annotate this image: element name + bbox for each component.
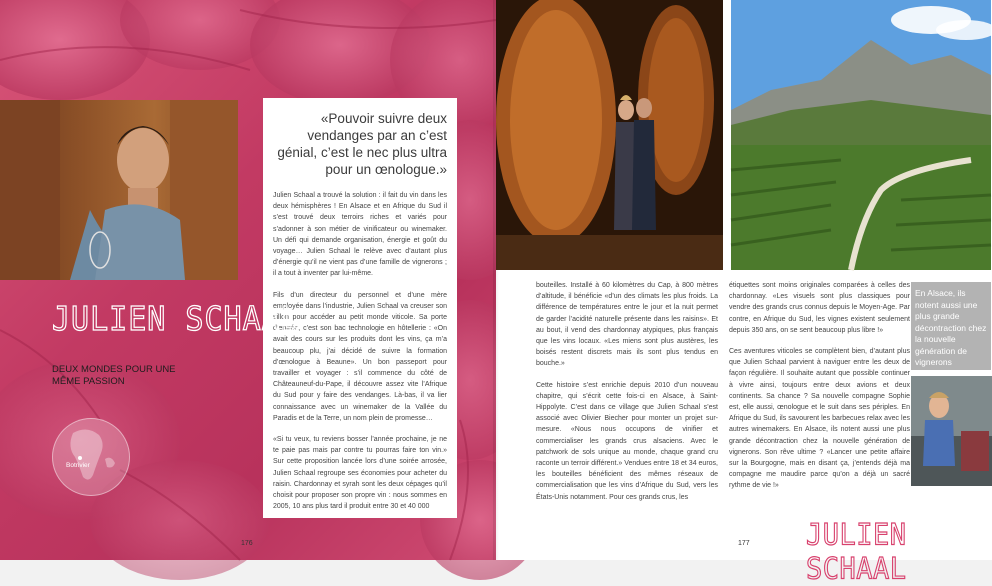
- paragraph-intro: Julien Schaal a trouvé la solution : il fait du vin dans les deux hémisphères ! En Alsace et en Afrique du Sud il s’est trouvé deux terroirs riches et variés pour s’adonner à son métier de vinificateur ou winemaker. Un défi qui demande organisation, énergie et goût du voyage… Julien Schaal le relève avec d’autant plus d’énergie qu’il ne vient pas d’une famille de vignerons ; il a tout à inventer par lui-même.: [273, 192, 447, 278]
- sidebar-quote-box: [911, 282, 991, 370]
- paragraph-labels: étiquettes sont moins originales comparées à celles des chardonnay. «Les visuels sont plus classiques pour vendre des grands crus connus depuis le Moyen-Age. Par contre, en Afrique du Sud, les vignes existent seulement depuis 350 ans, on se sent beaucoup plus libre !»: [729, 282, 910, 334]
- left-page: [0, 0, 496, 560]
- pull-quote: «Pouvoir suivre deux vendanges par an c’est génial, c’est le nec plus ultra pour un œnologue.»: [277, 111, 447, 177]
- page-number-right: 177: [738, 540, 750, 547]
- vineyard-mountain-photo: [731, 0, 991, 270]
- text-column-1: [536, 280, 718, 513]
- right-page: [496, 0, 992, 586]
- name-heading-right: JULIEN SCHAAL: [806, 517, 907, 586]
- page-number-left: 176: [241, 540, 253, 547]
- location-dot-icon: [78, 456, 82, 460]
- sidebar-quote-text: En Alsace, ils notent aussi une plus grande décontraction chez la nouvelle génération de vignerons: [915, 288, 987, 367]
- text-column-2: [729, 280, 910, 502]
- page-gutter-shadow: [493, 0, 499, 560]
- child-harvest-photo: [911, 376, 992, 486]
- article-subtitle: DEUX MONDES POUR UNE MÊME PASSION: [52, 364, 176, 387]
- paragraph-proposal: «Si tu veux, tu reviens bosser l’année prochaine, je ne te paie pas mais par contre tu pourras faire ton vin.» Sur cette proposition lancée lors d’une soirée arrosée, Julien Schaal regroupe ses économies pour acheter du raisin. Chardonnay et syrah sont les deux cépages qu’il choisit pour proposer son propre vin : nous sommes en 2005, 10 ans plus tard il produit entre 30 et 40 000: [273, 436, 447, 511]
- paragraph-adventures: Ces aventures viticoles se complètent bien, d’autant plus que Julien Schaal parvient à naviguer entre les deux de façon régulière. Il souhaite autant que possible continuer à vivre ainsi, toujours entre deux avions et deux continents. Sa chance ? Sa nouvelle compagne Sophie est, elle aussi, œnologue et le suit dans ses périples. En Afrique du Sud, ils savourent les barbecues relax avec les autres winemakers. En Alsace, ils notent aussi une plus grande décontraction chez la nouvelle génération de vignerons. Son rêve ultime ? «Lancer une petite affaire sur la Bourgogne, mais en disant ça, j’entends déjà ma compagne me maudire parce qu’on a déjà un sacré rythme de vie !»: [729, 348, 910, 490]
- name-heading-left: JULIEN SCHAAL: [52, 300, 300, 339]
- map-location-label: Botrivier: [66, 462, 90, 469]
- cellar-couple-photo: [496, 0, 723, 270]
- paragraph-alsace: Cette histoire s’est enrichie depuis 2010 d’un nouveau chapitre, qui s’écrit cette fois-ci en Alsace, à Saint-Hippolyte. C’est dans ce village que Julien Schaal s’est associé avec Olivier Biecher pour monter un projet sur-mesure. «Nous nous occupons de vinifier et commercialiser les grands crus alsaciens. Avec le patchwork de sols unique au monde, chaque grand cru raconte un terroir différent.» Vendues entre 18 et 34 euros, les bouteilles bénéficient des mêmes réseaux de commercialisation que les vins d’Afrique du Sud, vers les États-Unis notamment. Pour ces grands crus, les: [536, 381, 718, 501]
- world-map-circle: [52, 418, 130, 496]
- paragraph-background: Fils d’un directeur du personnel et d’une mère employée dans l’industrie, Julien Schaal va creuser son sillon pour accéder au petit monde viticole. Sa porte d’entrée, c’est son bac technologie en hôtellerie : «On avait des cours sur les produits dont les vins, ça m’a beaucoup plu, j’ai décidé de suivre la formation d’œnologue à Beaune». Un bon passeport pour travailler et voyager : s’il commence du côté de Châteauneuf-du-Pape, il découvre assez vite l’Afrique du Sud pour y faire des vendanges. Là-bas, il va lier connaissance avec un winemaker de la Vallée du Paradis et de la Terre, un nom plein de promesse…: [273, 291, 447, 422]
- portrait-photo: [0, 100, 238, 280]
- paragraph-climate: bouteilles. Installé à 60 kilomètres du Cap, à 800 mètres d’altitude, il bénéficie «d’un des climats les plus froids. La différence de températures entre le jour et la nuit permet de garder l’acidité naturelle présente dans les raisins». Et au bout, il vend des chardonnay atypiques, plus français que les vins locaux. «Les miens sont plus austères, les boisés restent discrets mais ils sont plus tendus en bouche.»: [536, 282, 718, 368]
